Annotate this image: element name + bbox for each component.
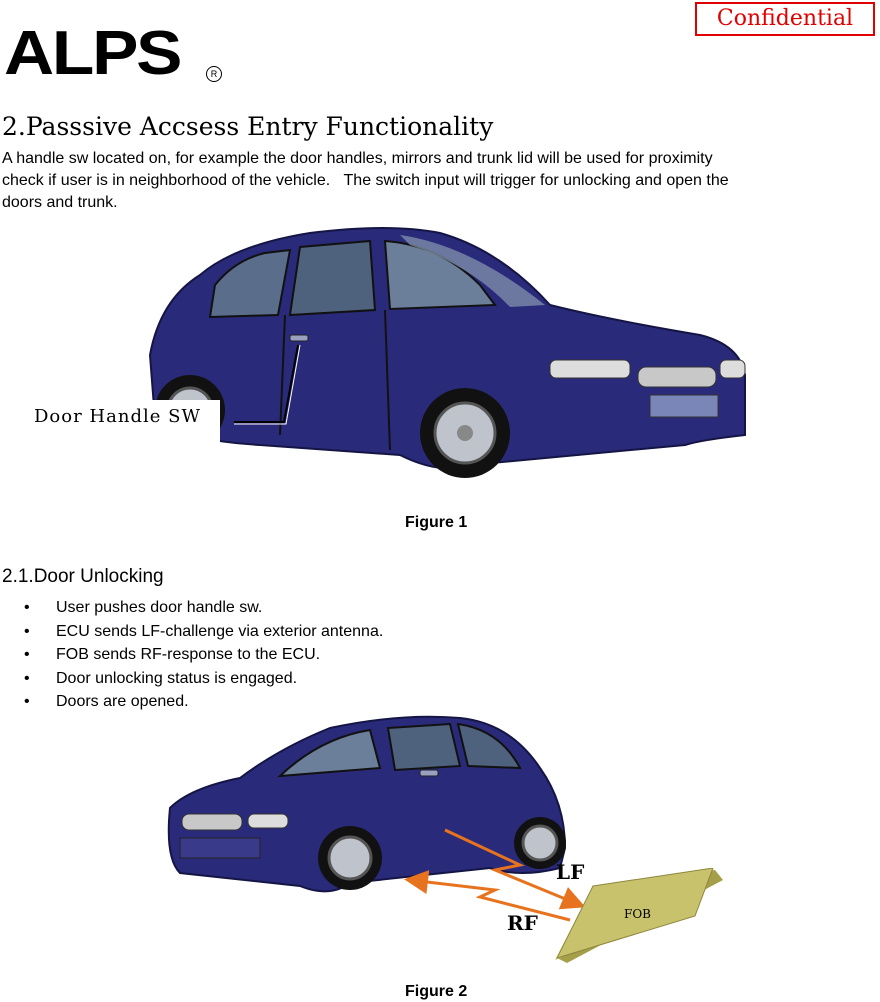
rf-label: RF: [507, 911, 538, 935]
list-item: • ECU sends LF-challenge via exterior antenna.: [20, 620, 383, 644]
list-item: • Door unlocking status is engaged.: [20, 667, 383, 691]
list-item: • FOB sends RF-response to the ECU.: [20, 643, 383, 667]
intro-line-2: check if user is in neighborhood of the vehicle. The switch input will trigger for unlocking and open the: [2, 172, 729, 189]
lf-label: LF: [556, 860, 585, 884]
door-unlocking-steps: [20, 596, 383, 714]
figure2-caption: Figure 2: [405, 983, 468, 1000]
confidential-badge: Confidential: [695, 2, 875, 36]
subsection-title: 2.1.Door Unlocking: [2, 566, 164, 587]
door-handle-callout-line: [230, 340, 310, 430]
section-title: 2.Passsive Accsess Entry Functionality: [2, 112, 494, 141]
intro-line-1: A handle sw located on, for example the door handles, mirrors and trunk lid will be used for proximity: [2, 150, 713, 167]
list-item: • User pushes door handle sw.: [20, 596, 383, 620]
door-handle-sw-label: Door Handle SW: [34, 406, 201, 427]
registered-mark-icon: R: [206, 66, 222, 82]
intro-line-3: doors and trunk.: [2, 194, 118, 211]
list-item: • Doors are opened.: [20, 690, 383, 714]
figure1-caption: Figure 1: [405, 514, 468, 531]
alps-logo: [4, 19, 224, 88]
fob-label: FOB: [624, 907, 651, 921]
logo-text: ALPS: [4, 19, 181, 88]
